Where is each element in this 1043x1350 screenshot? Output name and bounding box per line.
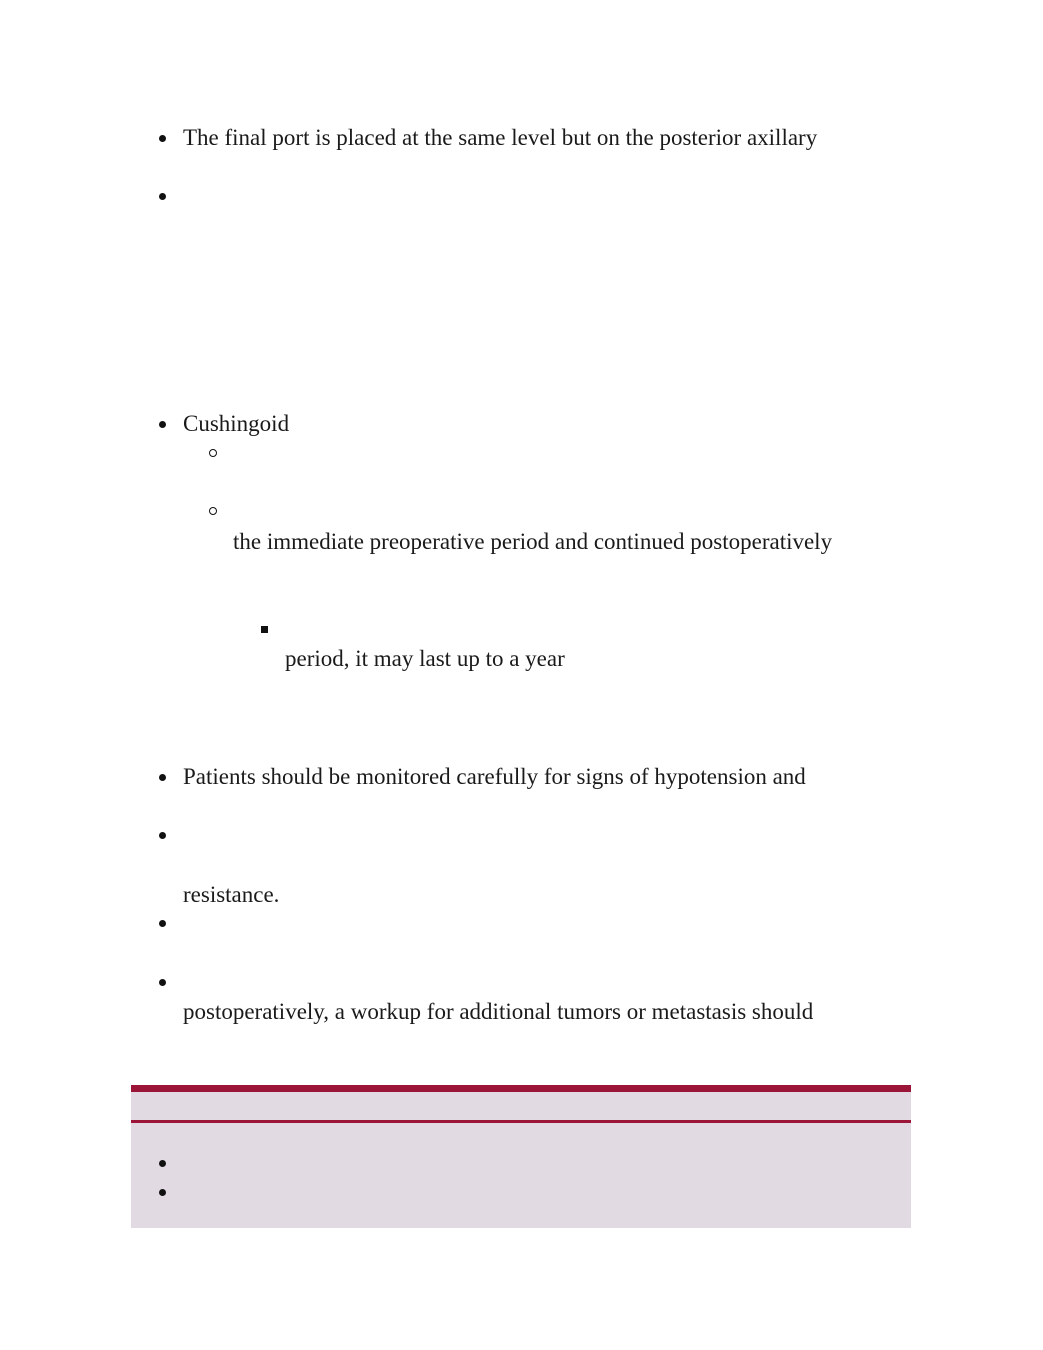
bullet-disc-icon	[159, 1189, 166, 1196]
bullet-disc-icon	[159, 979, 166, 986]
bullet-disc-icon	[159, 421, 166, 428]
bullet-disc-icon	[159, 1160, 166, 1167]
list-item-text: resistance.	[183, 882, 280, 907]
list-item-text: postoperatively, a workup for additional tumors or metastasis should	[183, 999, 814, 1024]
list-item-text: Cushingoid	[183, 411, 290, 436]
list-item-text: The final port is placed at the same level but on the posterior axillary	[183, 125, 818, 150]
bullet-disc-icon	[159, 774, 166, 781]
sub-sub-list-item-text: period, it may last up to a year	[285, 646, 565, 671]
sub-list-item-text: the immediate preoperative period and continued postoperatively	[233, 529, 833, 554]
list-item-text: Patients should be monitored carefully for signs of hypotension and	[183, 764, 806, 789]
bullet-disc-icon	[159, 920, 166, 927]
bullet-circle-icon	[209, 449, 217, 457]
bullet-disc-icon	[159, 193, 166, 200]
callout-box	[131, 1085, 911, 1228]
bullet-disc-icon	[159, 135, 166, 142]
bullet-disc-icon	[159, 832, 166, 839]
callout-divider	[131, 1120, 911, 1123]
bullet-circle-icon	[209, 507, 217, 515]
bullet-square-icon	[261, 626, 268, 633]
